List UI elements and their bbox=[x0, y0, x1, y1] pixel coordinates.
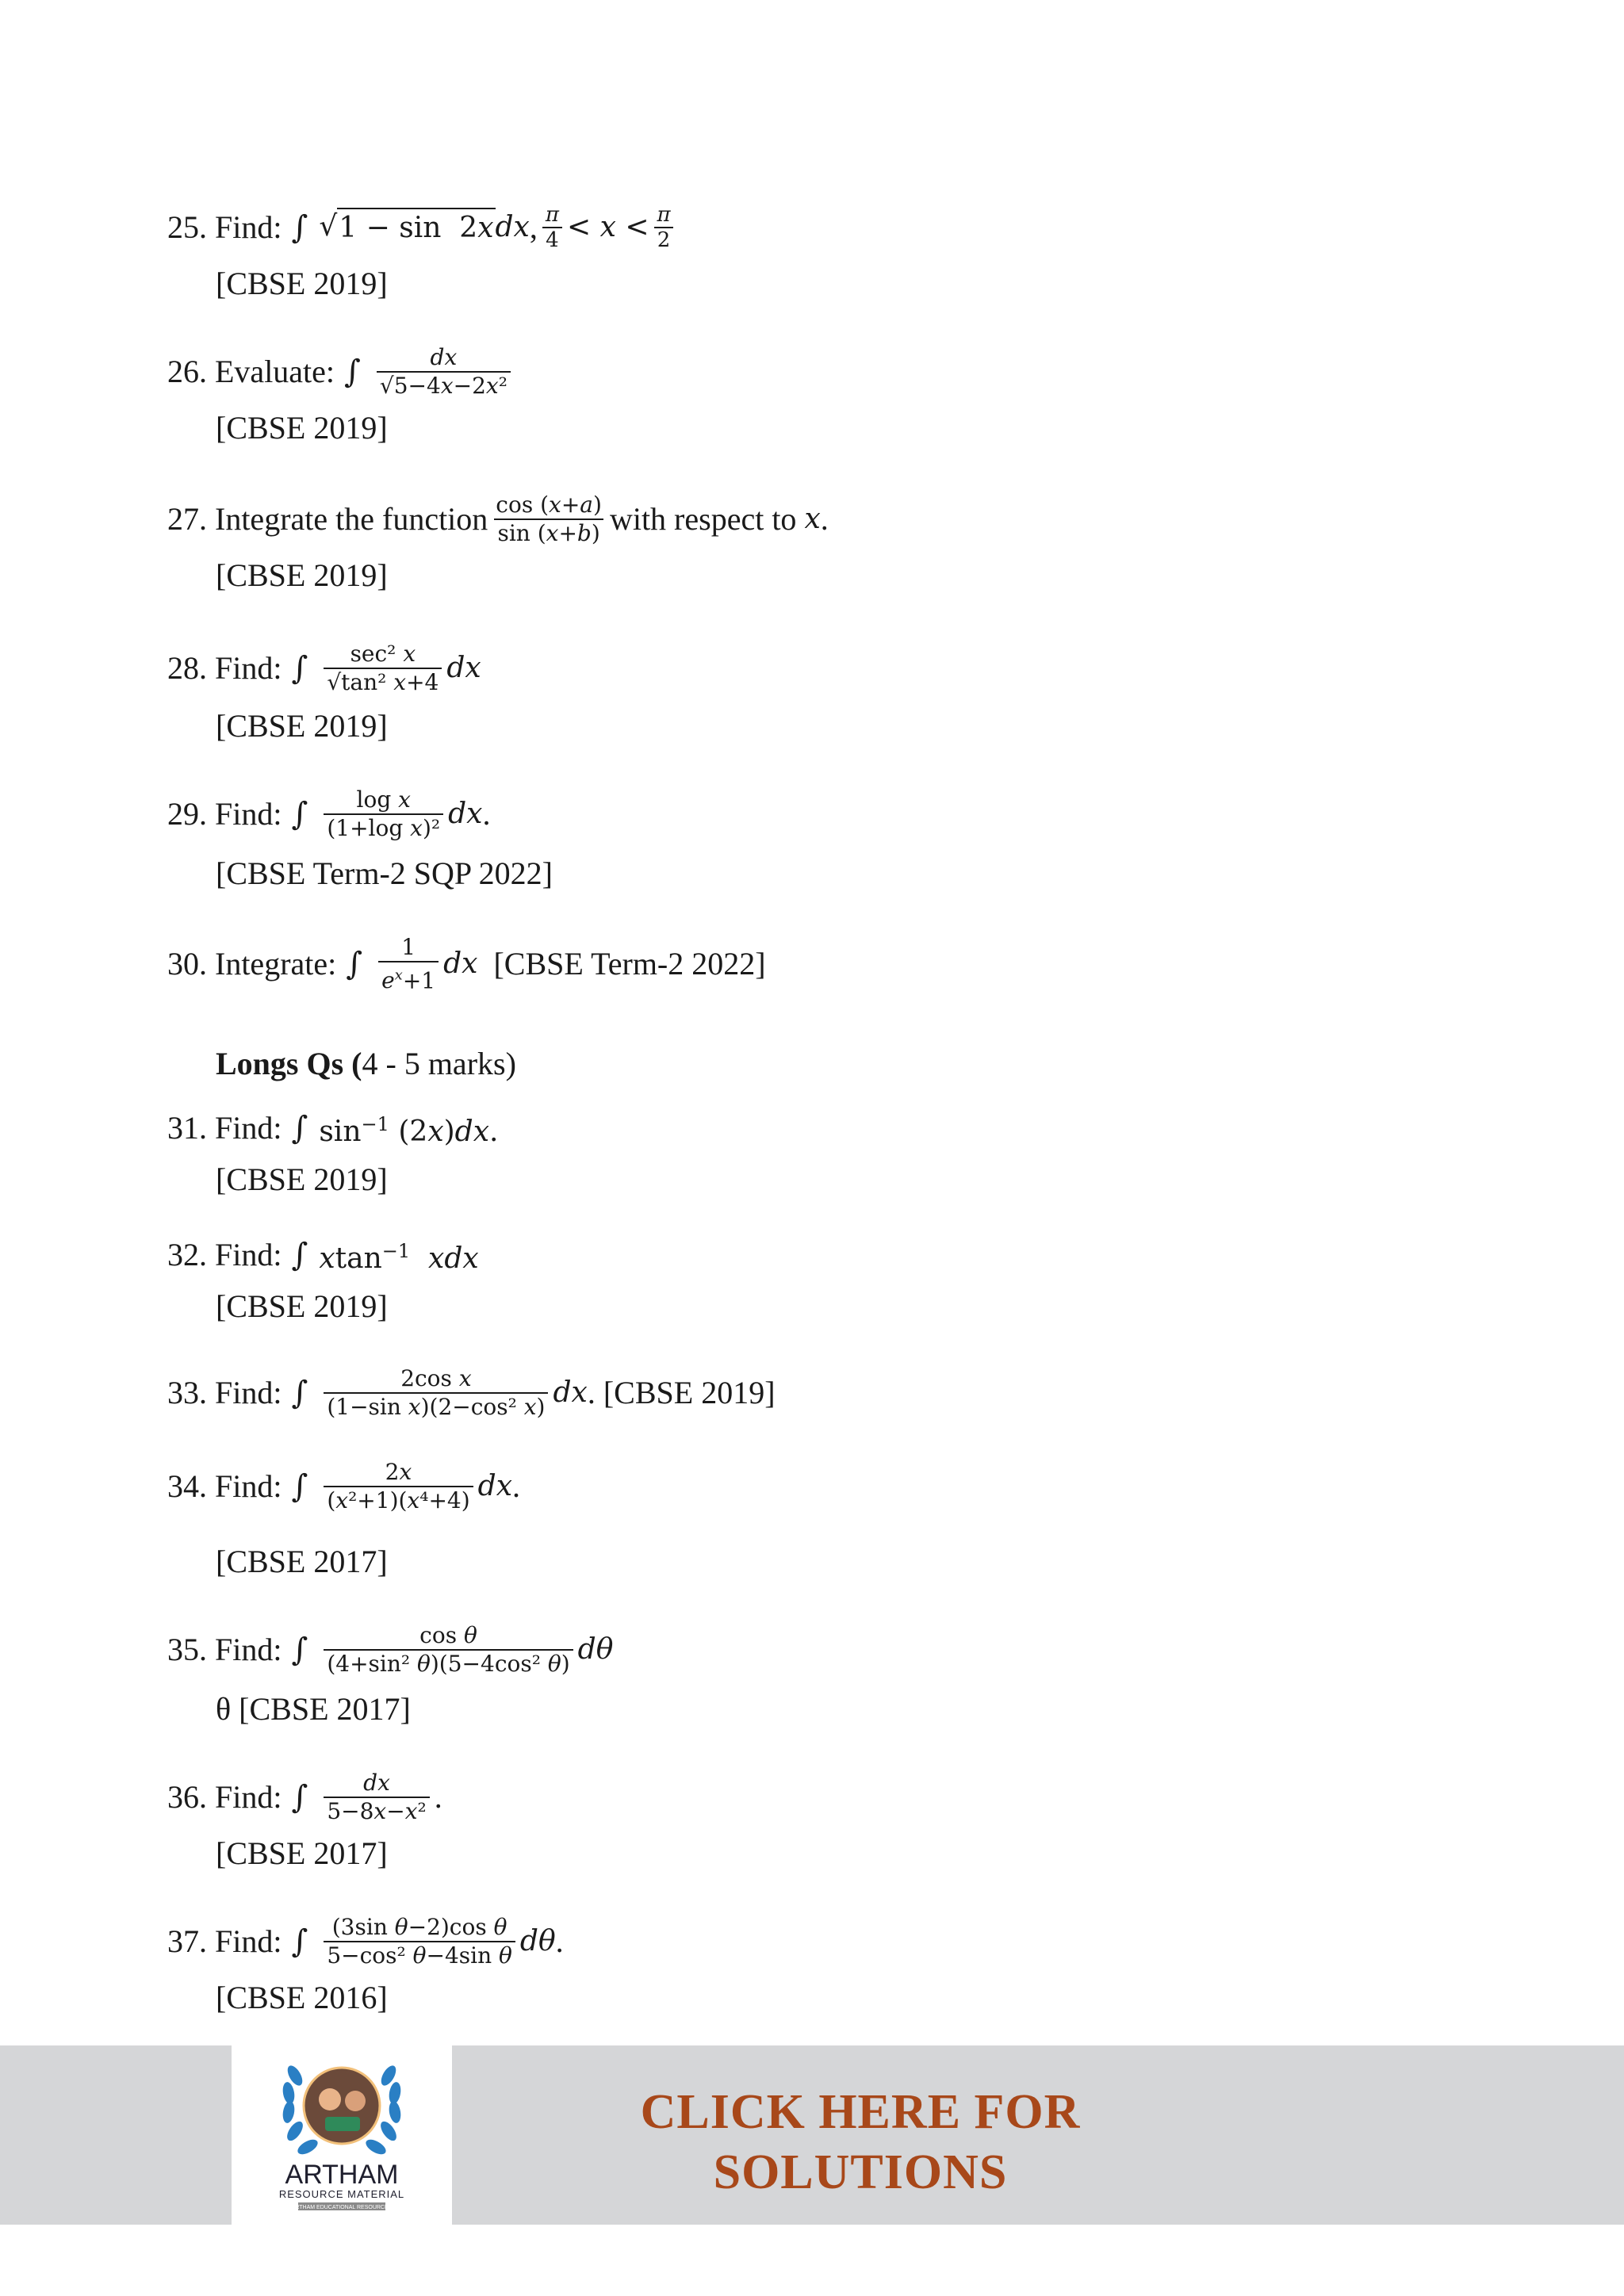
question-prefix: Find: bbox=[215, 1779, 282, 1815]
question-30-source: [CBSE Term-2 2022] bbox=[493, 946, 766, 982]
question-prefix: Find: bbox=[215, 1237, 282, 1272]
question-36-source: [CBSE 2017] bbox=[216, 1835, 388, 1871]
question-25-source: [CBSE 2019] bbox=[216, 266, 388, 301]
question-28-source: [CBSE 2019] bbox=[216, 708, 388, 744]
question-number: 33. bbox=[167, 1375, 207, 1410]
section-heading bbox=[216, 1045, 516, 1083]
question-prefix: Find: bbox=[215, 1632, 282, 1667]
question-34-source: [CBSE 2017] bbox=[216, 1544, 388, 1579]
question-34: 34. Find: ∫ $\frac{2x}{\text{(x²+1)(x⁴+4)}}$ dx . bbox=[167, 1459, 521, 1513]
question-prefix: Find: bbox=[215, 650, 282, 686]
laurel-emblem-icon bbox=[232, 2044, 452, 2225]
question-36: 36. Find: ∫ $\frac{dx}{\text{5−8x−x²}}$ . bbox=[167, 1770, 442, 1824]
question-28: 28. Find: ∫ $\frac{\text{sec² x}}{\text{√tan² x+4}}$ dx bbox=[167, 641, 481, 695]
question-37-source: [CBSE 2016] bbox=[216, 1980, 388, 2015]
question-number: 25. bbox=[167, 209, 207, 245]
question-prefix: Evaluate: bbox=[215, 354, 335, 389]
question-number: 27. bbox=[167, 501, 207, 537]
question-number: 31. bbox=[167, 1110, 207, 1146]
cta-line-1: CLICK HERE FOR bbox=[640, 2085, 1081, 2139]
question-29-source: [CBSE Term-2 SQP 2022] bbox=[216, 855, 553, 891]
question-26: 26. Evaluate: ∫ $\frac{dx}{\text{√5−4x−2x²}}$ bbox=[167, 344, 515, 400]
question-37: 37. Find: ∫ $\frac{\text{(3sin θ−2)cos θ}}{\text{5−cos² θ−4sin θ}}$ dθ . bbox=[167, 1914, 564, 1969]
question-prefix: Find: bbox=[215, 209, 282, 245]
question-number: 28. bbox=[167, 650, 207, 686]
question-number: 34. bbox=[167, 1468, 207, 1504]
question-number: 29. bbox=[167, 796, 207, 832]
question-number: 26. bbox=[167, 354, 207, 389]
question-prefix: Find: bbox=[215, 1923, 282, 1959]
logo-subtitle: RESOURCE MATERIAL bbox=[278, 2188, 405, 2200]
question-27: 27. Integrate the function $\frac{\cos (x+a)}{\sin (x+b)}$ with respect to x . bbox=[167, 492, 829, 546]
question-prefix: Find: bbox=[215, 1110, 282, 1146]
question-33: 33. Find: ∫ $\frac{\text{2cos x}}{\text{(1−sin x)(2−cos² x)}}$ dx . [CBSE 2019] bbox=[167, 1365, 776, 1420]
question-number: 30. bbox=[167, 946, 207, 982]
cta-line-2: SOLUTIONS bbox=[713, 2145, 1008, 2199]
artham-logo bbox=[232, 2044, 452, 2225]
question-31-source: [CBSE 2019] bbox=[216, 1161, 388, 1197]
question-26-source: [CBSE 2019] bbox=[216, 410, 388, 446]
section-title: Longs Qs ( bbox=[216, 1046, 362, 1081]
question-number: 36. bbox=[167, 1779, 207, 1815]
section-marks: 4 - 5 marks) bbox=[362, 1046, 516, 1081]
solutions-link[interactable] bbox=[555, 2082, 1166, 2202]
question-35-source: θ [CBSE 2017] bbox=[216, 1691, 411, 1727]
question-31: 31. Find: ∫ $\sin^{-1} (2x)dx$. bbox=[167, 1110, 499, 1148]
logo-tagline: ARTHAM EDUCATIONAL RESOURCES bbox=[291, 2205, 393, 2210]
question-30: 30. Integrate: ∫ $\frac{1}{e^x+1}$ dx [CBSE Term-2 2022] bbox=[167, 934, 766, 994]
question-27-source: [CBSE 2019] bbox=[216, 557, 388, 593]
question-prefix: Find: bbox=[215, 1375, 282, 1410]
question-prefix: Integrate the function bbox=[215, 501, 488, 537]
question-25: 25. Find: ∫ √ 1 − sin 2x dx , $\frac{\pi}{4}$ < x < $\frac{\pi}{2}$ bbox=[167, 203, 679, 252]
question-suffix: with respect to bbox=[609, 501, 797, 537]
question-prefix: Find: bbox=[215, 1468, 282, 1504]
question-33-source: [CBSE 2019] bbox=[603, 1375, 776, 1410]
question-32: 32. Find: ∫ xtan$^{-1}$ xdx bbox=[167, 1237, 479, 1275]
question-prefix: Find: bbox=[215, 796, 282, 832]
question-number: 35. bbox=[167, 1632, 207, 1667]
question-prefix: Integrate: bbox=[215, 946, 337, 982]
question-number: 37. bbox=[167, 1923, 207, 1959]
question-32-source: [CBSE 2019] bbox=[216, 1288, 388, 1324]
question-35: 35. Find: ∫ $\frac{\text{cos θ}}{\text{(4+sin² θ)(5−4cos² θ)}}$ dθ bbox=[167, 1622, 614, 1677]
question-number: 32. bbox=[167, 1237, 207, 1272]
question-29: 29. Find: ∫ $\frac{\text{log x}}{\text{(1+log x)²}}$ dx . bbox=[167, 786, 491, 841]
logo-name: ARTHAM bbox=[285, 2160, 399, 2190]
